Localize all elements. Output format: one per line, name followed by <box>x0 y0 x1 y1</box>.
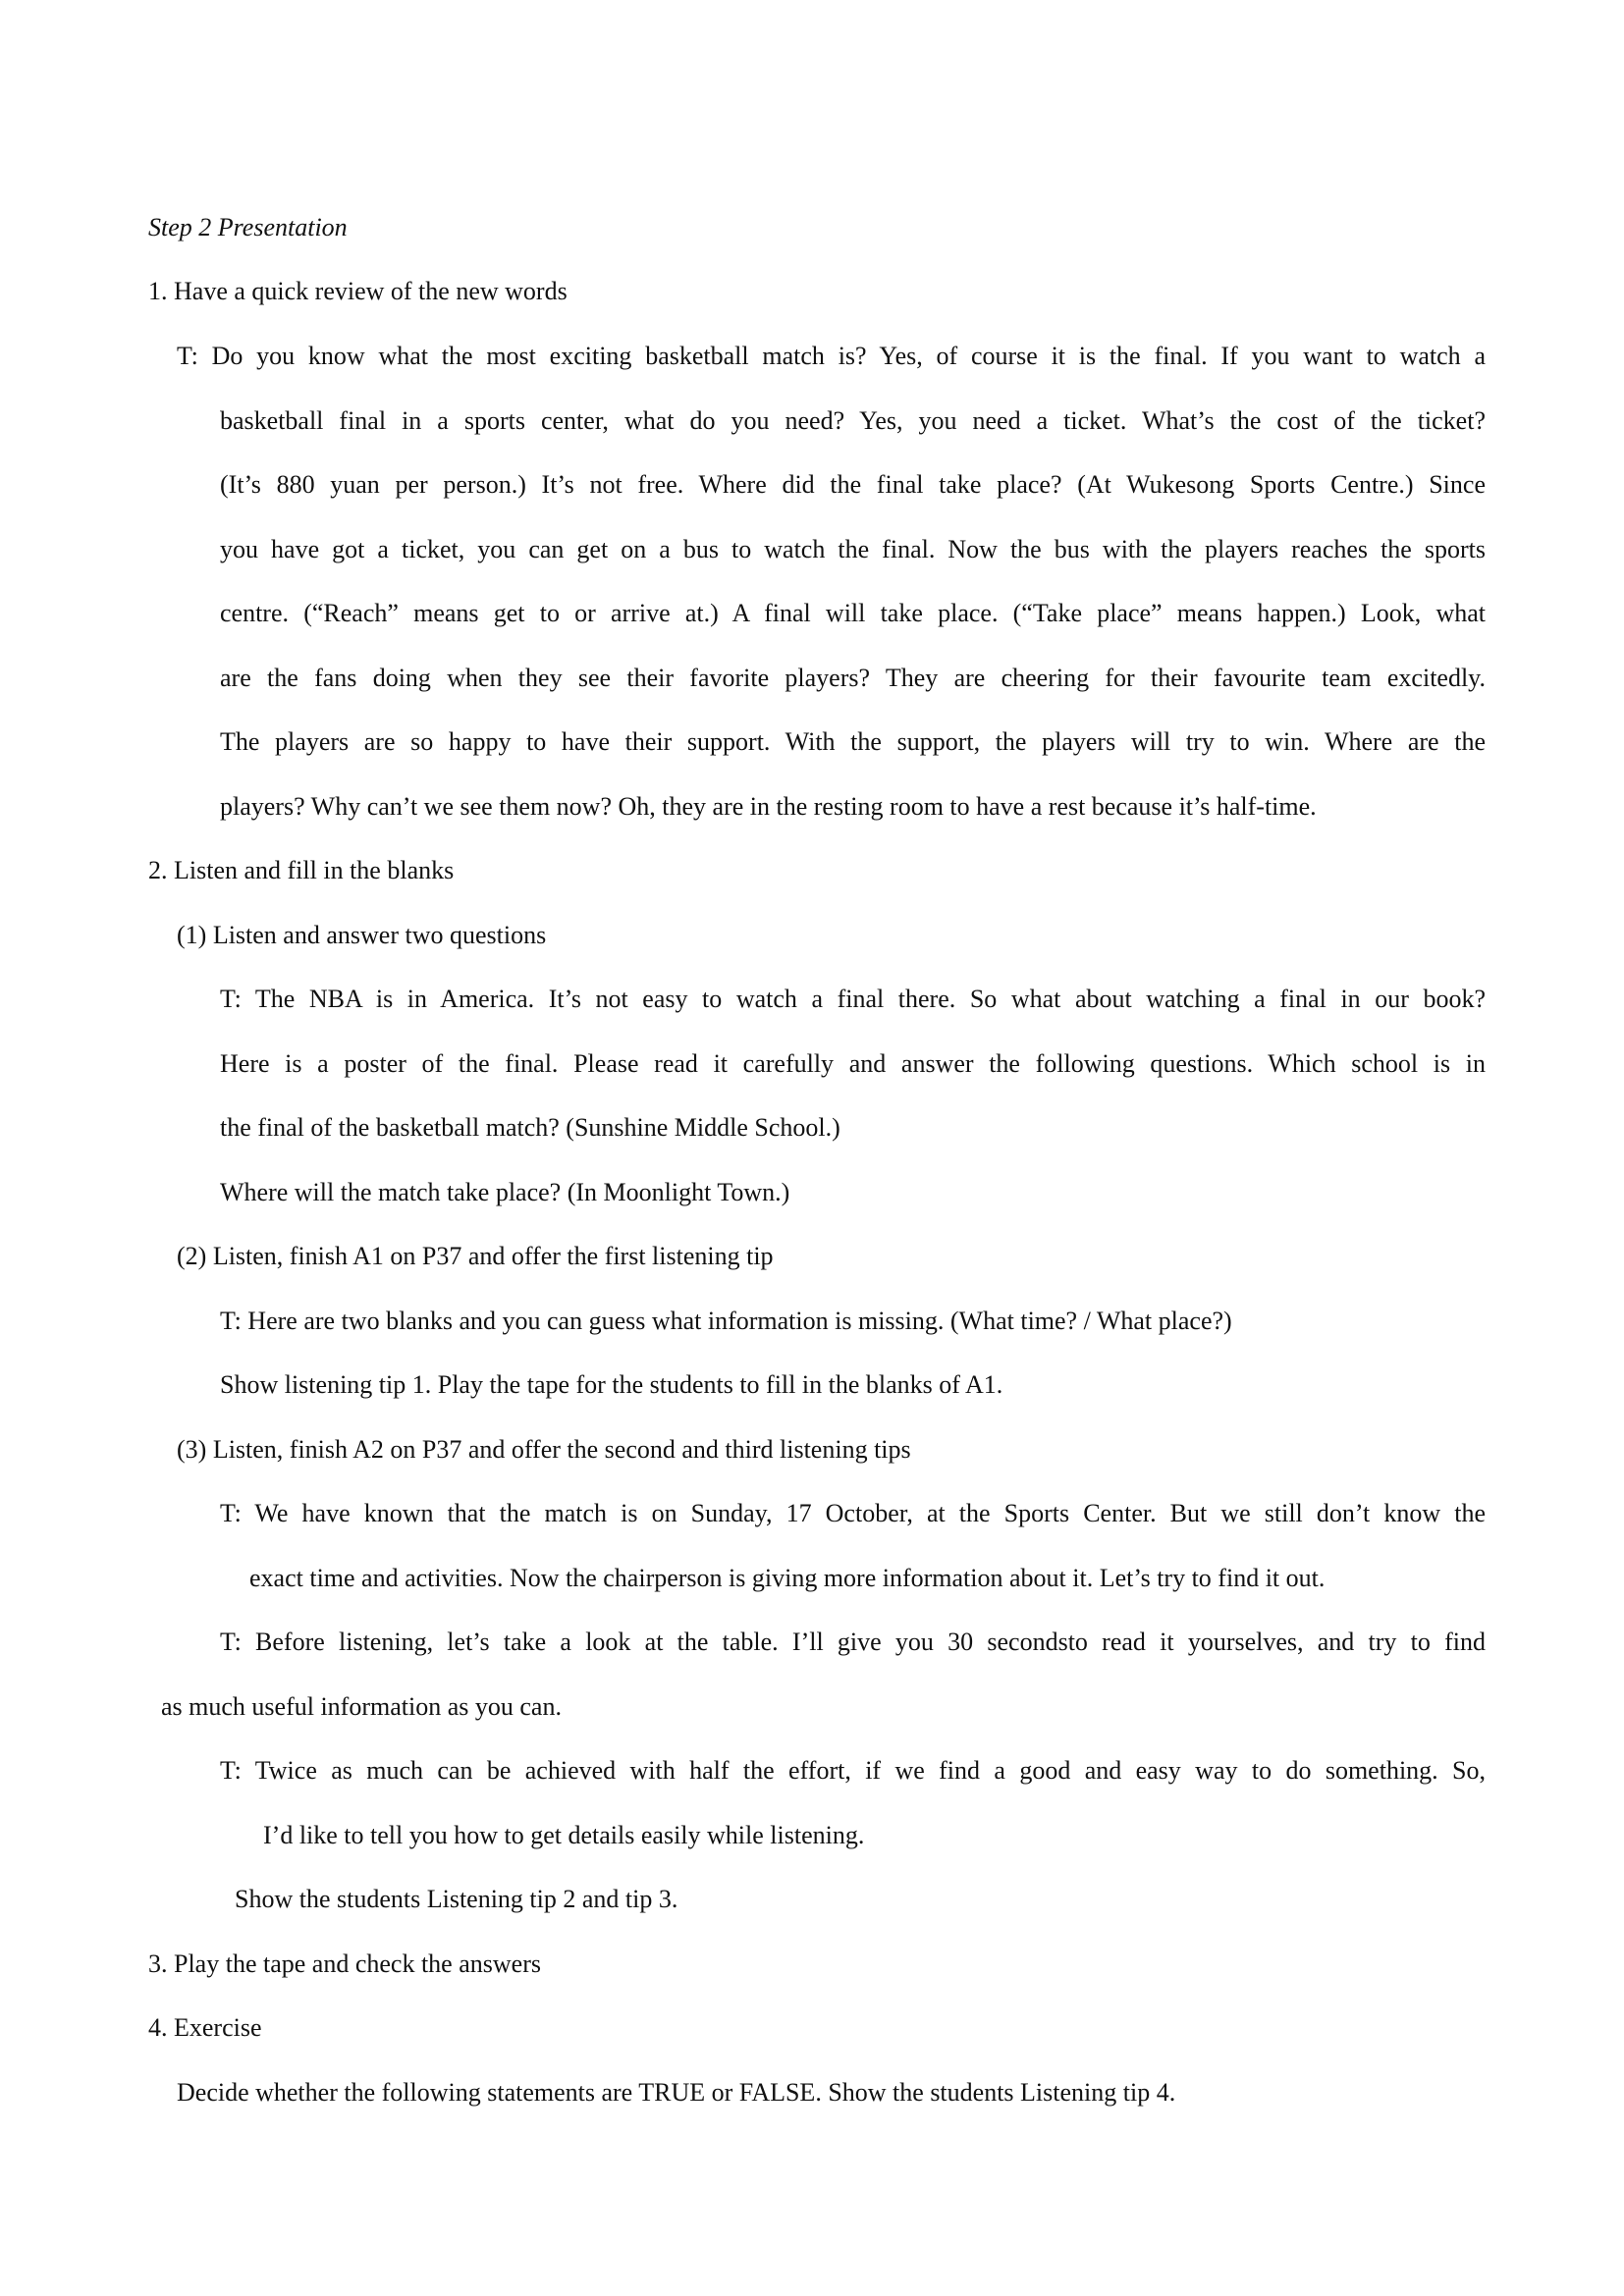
paragraph-line: T: Here are two blanks and you can guess what information is missing. (What time? / What place?) <box>220 1307 1232 1335</box>
step-heading: Step 2 Presentation <box>148 213 348 241</box>
paragraph-line: centre. (“Reach” means get to or arrive at.) A final will take place. (“Take place” means happen.) Look, what <box>220 599 1486 627</box>
paragraph-line: The players are so happy to have their support. With the support, the players will try to win. Where are the <box>220 727 1486 756</box>
paragraph-line: basketball final in a sports center, what do you need? Yes, you need a ticket. What’s the cost of the ticket? <box>220 406 1486 435</box>
paragraph-line: Here is a poster of the final. Please read it carefully and answer the following questions. Which school is in <box>220 1049 1486 1078</box>
paragraph-line: T: Before listening, let’s take a look at the table. I’ll give you 30 secondsto read it yourselves, and try to find <box>220 1628 1486 1656</box>
section-3-heading: 3. Play the tape and check the answers <box>148 1949 541 1978</box>
paragraph-line: T: The NBA is in America. It’s not easy to watch a final there. So what about watching a final in our book? <box>220 985 1486 1013</box>
subsection-2-heading: (2) Listen, finish A1 on P37 and offer the first listening tip <box>177 1242 774 1270</box>
section-4-heading: 4. Exercise <box>148 2013 262 2042</box>
section-1-heading: 1. Have a quick review of the new words <box>148 277 568 305</box>
paragraph-line: (It’s 880 yuan per person.) It’s not free. Where did the final take place? (At Wukesong Sports Centre.) Since <box>220 470 1486 499</box>
paragraph-line: as much useful information as you can. <box>161 1692 562 1721</box>
section-2-heading: 2. Listen and fill in the blanks <box>148 856 455 884</box>
paragraph-line: Show listening tip 1. Play the tape for the students to fill in the blanks of A1. <box>220 1370 1003 1399</box>
paragraph-line: Decide whether the following statements are TRUE or FALSE. Show the students Listening tip 4. <box>177 2078 1176 2107</box>
paragraph-line: players? Why can’t we see them now? Oh, they are in the resting room to have a rest because it’s half-time. <box>220 792 1317 821</box>
paragraph-line: Show the students Listening tip 2 and tip 3. <box>235 1885 678 1913</box>
paragraph-line: T: Do you know what the most exciting basketball match is? Yes, of course it is the final. If you want to watch a <box>177 342 1486 370</box>
paragraph-line: exact time and activities. Now the chairperson is giving more information about it. Let’s try to find it out. <box>249 1564 1326 1592</box>
subsection-3-heading: (3) Listen, finish A2 on P37 and offer the second and third listening tips <box>177 1435 911 1464</box>
paragraph-line: the final of the basketball match? (Sunshine Middle School.) <box>220 1113 840 1142</box>
paragraph-line: are the fans doing when they see their favorite players? They are cheering for their favourite team excitedly. <box>220 664 1486 692</box>
paragraph-line: T: Twice as much can be achieved with half the effort, if we find a good and easy way to do something. So, <box>220 1756 1486 1785</box>
paragraph-line: you have got a ticket, you can get on a bus to watch the final. Now the bus with the players reaches the sports <box>220 535 1486 563</box>
paragraph-line: Where will the match take place? (In Moonlight Town.) <box>220 1178 790 1206</box>
paragraph-line: I’d like to tell you how to get details easily while listening. <box>263 1821 865 1849</box>
paragraph-line: T: We have known that the match is on Sunday, 17 October, at the Sports Center. But we still don’t know the <box>220 1499 1486 1527</box>
subsection-1-heading: (1) Listen and answer two questions <box>177 921 547 949</box>
